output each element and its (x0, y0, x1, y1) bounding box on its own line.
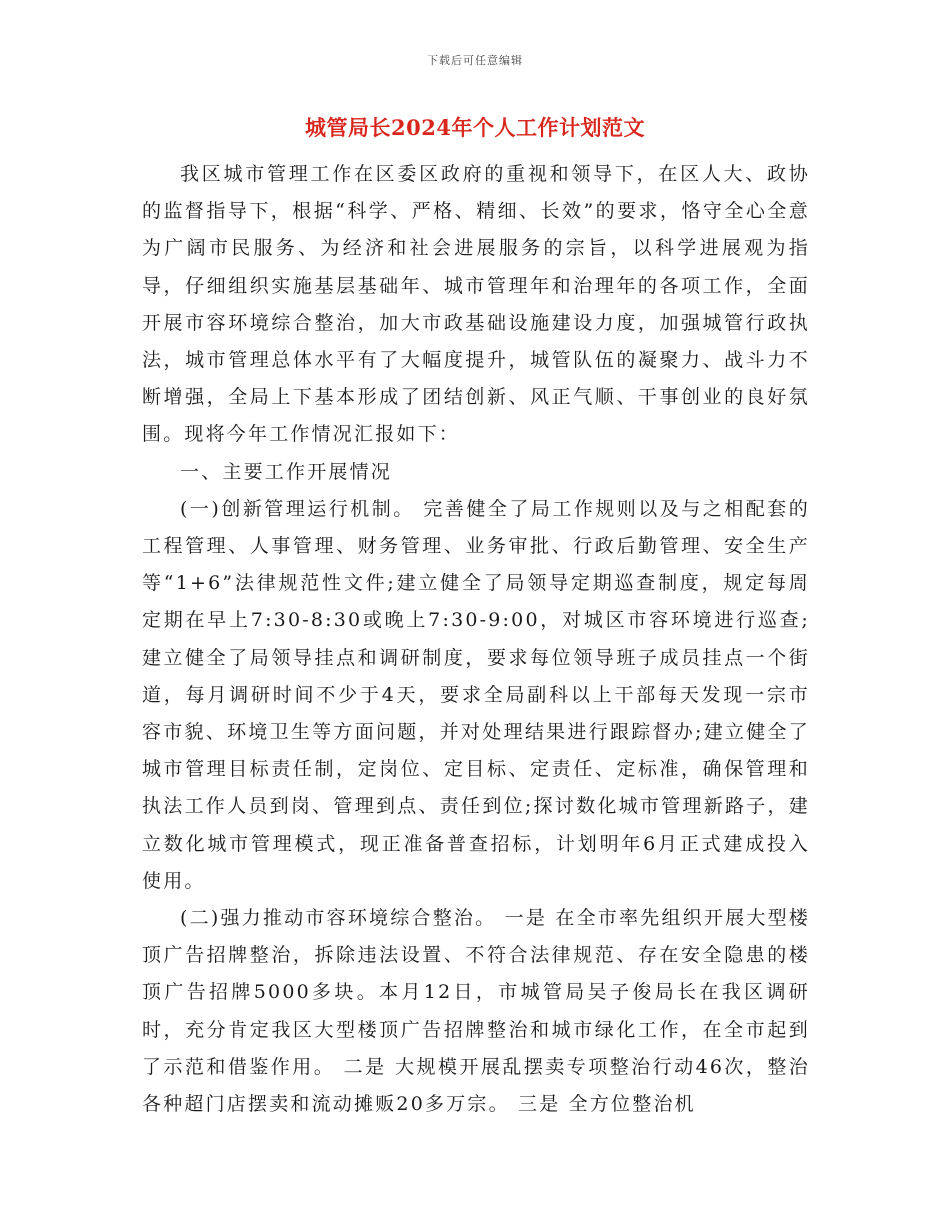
section-heading: 一、主要工作开展情况 (180, 460, 393, 483)
intro-paragraph: 我区城市管理工作在区委区政府的重视和领导下，在区人大、政协的监督指导下，根据“科学、严格、精细、长效”的要求，恪守全心全意为广阔市民服务、为经济和社会进展服务的宗旨，以科学进展观为指导，仔细组织实施基层基础年、城市管理年和治理年的各项工作，全面开展市容环境综合整治，加大市政基础设施建设力度，加强城管行政执法，城市管理总体水平有了大幅度提升，城管队伍的凝聚力、战斗力不断增强，全局上下基本形成了团结创新、风正气顺、干事创业的良好氛围。现将今年工作情况汇报如下： (142, 163, 810, 446)
page-header: 下载后可任意编辑 (427, 54, 523, 67)
body-paragraph: (一)创新管理运行机制。 完善健全了局工作规则以及与之相配套的工程管理、人事管理、财务管理、业务审批、行政后勤管理、安全生产等“1+6”法律规范性文件;建立健全了局领导定期巡查制度，规定每周定期在早上7:30-8:30或晚上7:30-9:00，对城区市容环境进行巡查;建立健全了局领导挂点和调研制度，要求每位领导班子成员挂点一个街道，每月调研时间不少于4天，要求全局副科以上干部每天发现一宗市容市貌、环境卫生等方面问题，并对处理结果进行跟踪督办;建立健全了城市管理目标责任制，定岗位、定目标、定责任、定标准，确保管理和执法工作人员到岗、管理到点、责任到位;探讨数化城市管理新路子，建立数化城市管理模式，现正准备普查招标，计划明年6月正式建成投入使用。 (142, 497, 810, 892)
document-body (142, 156, 810, 1123)
document-title: 城管局长2024年个人工作计划范文 (305, 115, 645, 140)
body-paragraph: (二)强力推动市容环境综合整治。 一是 在全市率先组织开展大型楼顶广告招牌整治，拆除违法设置、不符合法律规范、存在安全隐患的楼顶广告招牌5000多块。本月12日，市城管局吴子俊局长在我区调研时，充分肯定我区大型楼顶广告招牌整治和城市绿化工作，在全市起到了示范和借鉴作用。 二是 大规模开展乱摆卖专项整治行动46次，整治各种超门店摆卖和流动摊贩20多万宗。 三是 全方位整治机 (142, 907, 810, 1116)
